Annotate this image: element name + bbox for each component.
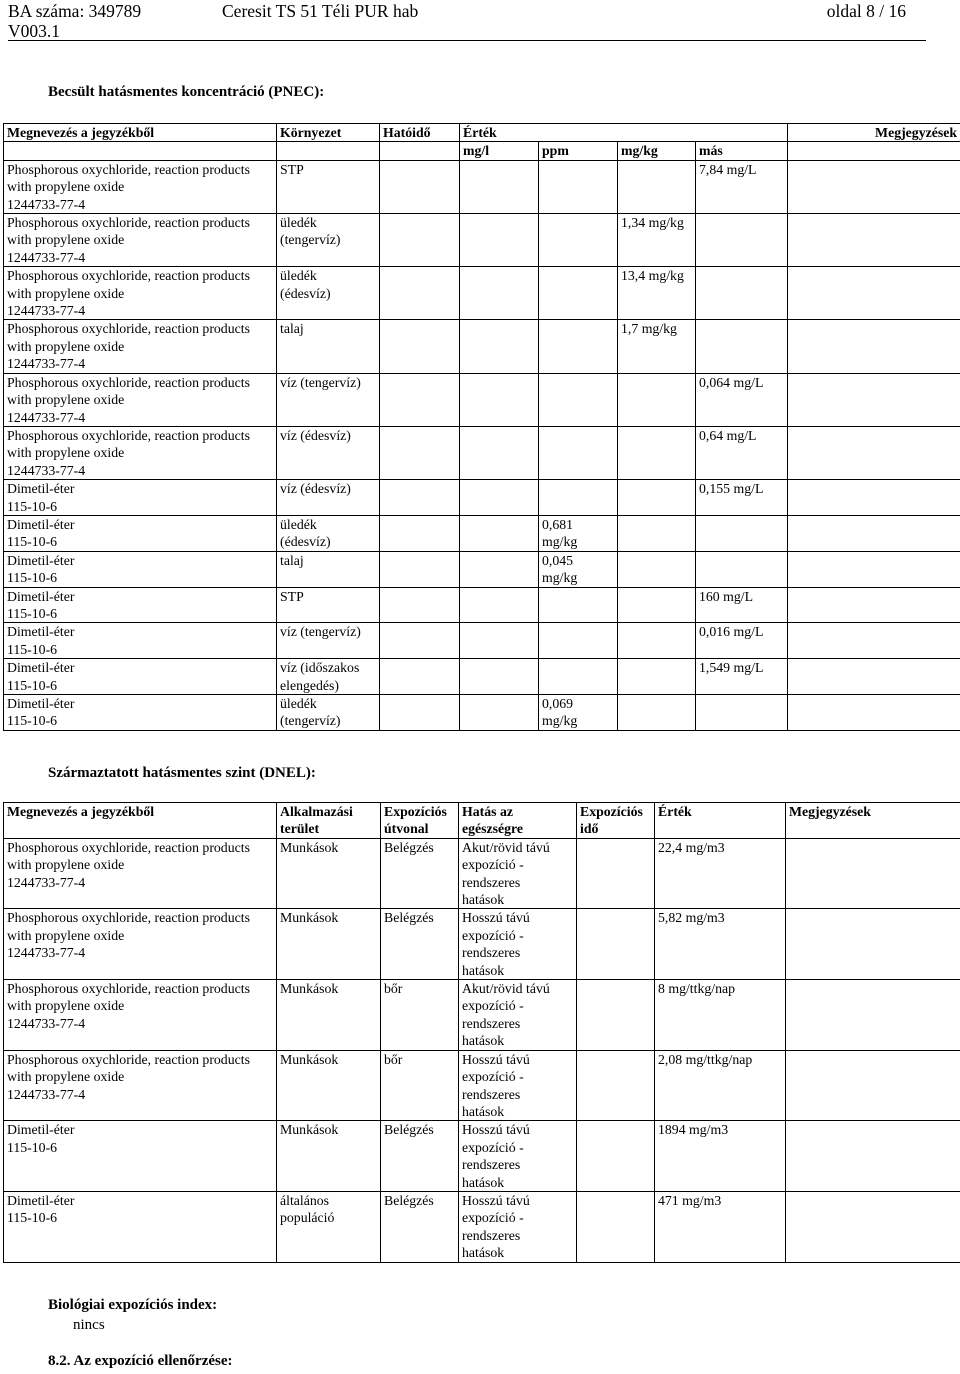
pnec-mas-cell xyxy=(696,267,788,320)
pnec-mgl-cell xyxy=(460,695,539,731)
pnec-mgkg-cell xyxy=(618,515,696,551)
dnel-col-name: Megnevezés a jegyzékből xyxy=(4,803,277,839)
dnel-value-cell: 471 mg/m3 xyxy=(655,1191,786,1262)
dnel-col-notes: Megjegyzések xyxy=(786,803,960,839)
pnec-mas-cell: 0,64 mg/L xyxy=(696,426,788,479)
pnec-mgkg-cell xyxy=(618,659,696,695)
dnel-exptime-cell xyxy=(577,838,655,909)
dnel-exptime-cell xyxy=(577,909,655,980)
pnec-mgkg-cell xyxy=(618,587,696,623)
pnec-mas-cell: 0,016 mg/L xyxy=(696,623,788,659)
pnec-env-cell: üledék (édesvíz) xyxy=(277,515,380,551)
pnec-name-cell: Phosphorous oxychloride, reaction products with propylene oxide 1244733-77-4 xyxy=(4,373,277,426)
pnec-name-cell: Dimetil-éter 115-10-6 xyxy=(4,659,277,695)
pnec-mgkg-cell: 13,4 mg/kg xyxy=(618,267,696,320)
section-8-2-title: 8.2. Az expozíció ellenőrzése: xyxy=(48,1353,233,1369)
pnec-mas-cell xyxy=(696,515,788,551)
pnec-col-mgl: mg/l xyxy=(460,142,539,160)
pnec-mgkg-cell xyxy=(618,623,696,659)
dnel-exptime-cell xyxy=(577,1121,655,1192)
table-row xyxy=(4,160,960,213)
pnec-name-cell: Dimetil-éter 115-10-6 xyxy=(4,695,277,731)
dnel-value-cell: 22,4 mg/m3 xyxy=(655,838,786,909)
dnel-area-cell: Munkások xyxy=(277,980,381,1051)
dnel-name-cell: Phosphorous oxychloride, reaction products with propylene oxide 1244733-77-4 xyxy=(4,1050,277,1121)
dnel-value-cell: 5,82 mg/m3 xyxy=(655,909,786,980)
pnec-name-cell: Dimetil-éter 115-10-6 xyxy=(4,551,277,587)
pnec-notes-cell xyxy=(788,551,960,587)
pnec-notes-cell xyxy=(788,426,960,479)
pnec-ppm-cell xyxy=(539,267,618,320)
pnec-env-cell: víz (tengervíz) xyxy=(277,373,380,426)
pnec-ppm-cell xyxy=(539,587,618,623)
pnec-name-cell: Phosphorous oxychloride, reaction products with propylene oxide 1244733-77-4 xyxy=(4,214,277,267)
dnel-area-cell: Munkások xyxy=(277,1050,381,1121)
pnec-ppm-cell xyxy=(539,214,618,267)
pnec-name-cell: Dimetil-éter 115-10-6 xyxy=(4,623,277,659)
table-row xyxy=(4,980,960,1051)
pnec-mgkg-cell xyxy=(618,160,696,213)
dnel-col-route: Expozíciós útvonal xyxy=(381,803,459,839)
bio-index-title: Biológiai expozíciós index: xyxy=(48,1297,218,1313)
dnel-effect-cell: Hosszú távú expozíció - rendszeres hatások xyxy=(459,909,577,980)
dnel-area-cell: Munkások xyxy=(277,838,381,909)
pnec-mgkg-cell xyxy=(618,426,696,479)
table-row xyxy=(4,695,960,731)
table-row xyxy=(4,320,960,373)
pnec-env-cell: víz (édesvíz) xyxy=(277,480,380,516)
pnec-mas-cell xyxy=(696,695,788,731)
dnel-effect-cell: Akut/rövid távú expozíció - rendszeres hatások xyxy=(459,838,577,909)
pnec-time-cell xyxy=(380,695,460,731)
pnec-notes-cell xyxy=(788,587,960,623)
pnec-notes-cell xyxy=(788,623,960,659)
pnec-mgl-cell xyxy=(460,214,539,267)
pnec-name-cell: Phosphorous oxychloride, reaction products with propylene oxide 1244733-77-4 xyxy=(4,160,277,213)
pnec-name-cell: Phosphorous oxychloride, reaction products with propylene oxide 1244733-77-4 xyxy=(4,267,277,320)
table-row xyxy=(4,587,960,623)
dnel-route-cell: Belégzés xyxy=(381,1121,459,1192)
pnec-mas-cell xyxy=(696,320,788,373)
dnel-col-value: Érték xyxy=(655,803,786,839)
dnel-area-cell: általános populáció xyxy=(277,1191,381,1262)
pnec-ppm-cell: 0,045 mg/kg xyxy=(539,551,618,587)
pnec-env-cell: üledék (édesvíz) xyxy=(277,267,380,320)
pnec-mgl-cell xyxy=(460,515,539,551)
pnec-mgl-cell xyxy=(460,659,539,695)
dnel-effect-cell: Akut/rövid távú expozíció - rendszeres hatások xyxy=(459,980,577,1051)
dnel-name-cell: Dimetil-éter 115-10-6 xyxy=(4,1121,277,1192)
dnel-exptime-cell xyxy=(577,1191,655,1262)
pnec-notes-cell xyxy=(788,160,960,213)
table-row xyxy=(4,909,960,980)
pnec-time-cell xyxy=(380,214,460,267)
dnel-col-area: Alkalmazási terület xyxy=(277,803,381,839)
pnec-ppm-cell xyxy=(539,659,618,695)
pnec-env-cell: üledék (tengervíz) xyxy=(277,695,380,731)
pnec-mgkg-cell xyxy=(618,551,696,587)
pnec-mgkg-cell xyxy=(618,480,696,516)
pnec-mgkg-cell xyxy=(618,373,696,426)
pnec-notes-cell xyxy=(788,480,960,516)
pnec-col-time: Hatóidő xyxy=(380,124,460,142)
pnec-mgkg-cell: 1,34 mg/kg xyxy=(618,214,696,267)
pnec-title: Becsült hatásmentes koncentráció (PNEC): xyxy=(48,84,325,100)
page-header xyxy=(8,0,926,41)
pnec-env-cell: talaj xyxy=(277,551,380,587)
dnel-effect-cell: Hosszú távú expozíció - rendszeres hatások xyxy=(459,1121,577,1192)
pnec-ppm-cell: 0,681 mg/kg xyxy=(539,515,618,551)
pnec-table xyxy=(3,123,960,731)
pnec-env-cell: víz (édesvíz) xyxy=(277,426,380,479)
pnec-name-cell: Phosphorous oxychloride, reaction products with propylene oxide 1244733-77-4 xyxy=(4,320,277,373)
pnec-col-notes: Megjegyzések xyxy=(788,124,960,142)
pnec-time-cell xyxy=(380,267,460,320)
pnec-ppm-cell xyxy=(539,160,618,213)
pnec-col-ppm: ppm xyxy=(539,142,618,160)
table-row xyxy=(4,214,960,267)
pnec-mas-cell: 160 mg/L xyxy=(696,587,788,623)
pnec-mas-cell xyxy=(696,214,788,267)
dnel-name-cell: Phosphorous oxychloride, reaction products with propylene oxide 1244733-77-4 xyxy=(4,838,277,909)
table-row xyxy=(4,1121,960,1192)
pnec-name-cell: Phosphorous oxychloride, reaction products with propylene oxide 1244733-77-4 xyxy=(4,426,277,479)
dnel-notes-cell xyxy=(786,1050,960,1121)
pnec-notes-cell xyxy=(788,320,960,373)
pnec-col-value: Érték xyxy=(460,124,788,142)
pnec-time-cell xyxy=(380,587,460,623)
pnec-time-cell xyxy=(380,659,460,695)
dnel-value-cell: 1894 mg/m3 xyxy=(655,1121,786,1192)
pnec-mgl-cell xyxy=(460,160,539,213)
pnec-mgl-cell xyxy=(460,551,539,587)
pnec-col-mgkg: mg/kg xyxy=(618,142,696,160)
pnec-notes-cell xyxy=(788,659,960,695)
pnec-time-cell xyxy=(380,373,460,426)
pnec-name-cell: Dimetil-éter 115-10-6 xyxy=(4,515,277,551)
pnec-col-env: Környezet xyxy=(277,124,380,142)
dnel-value-cell: 2,08 mg/ttkg/nap xyxy=(655,1050,786,1121)
pnec-env-cell: üledék (tengervíz) xyxy=(277,214,380,267)
pnec-time-cell xyxy=(380,515,460,551)
dnel-notes-cell xyxy=(786,838,960,909)
table-row xyxy=(4,373,960,426)
page-number: oldal 8 / 16 xyxy=(826,1,906,21)
pnec-mgl-cell xyxy=(460,373,539,426)
version: V003.1 xyxy=(8,21,61,41)
pnec-mas-cell: 7,84 mg/L xyxy=(696,160,788,213)
dnel-route-cell: bőr xyxy=(381,980,459,1051)
dnel-route-cell: Belégzés xyxy=(381,838,459,909)
pnec-env-cell: víz (időszakos elengedés) xyxy=(277,659,380,695)
header-rule xyxy=(8,40,926,41)
pnec-name-cell: Dimetil-éter 115-10-6 xyxy=(4,480,277,516)
pnec-notes-cell xyxy=(788,373,960,426)
pnec-mas-cell: 1,549 mg/L xyxy=(696,659,788,695)
pnec-time-cell xyxy=(380,480,460,516)
pnec-mgl-cell xyxy=(460,267,539,320)
pnec-mas-cell: 0,155 mg/L xyxy=(696,480,788,516)
pnec-ppm-cell xyxy=(539,373,618,426)
table-row xyxy=(4,838,960,909)
table-row xyxy=(4,515,960,551)
pnec-time-cell xyxy=(380,320,460,373)
pnec-col-name: Megnevezés a jegyzékből xyxy=(4,124,277,142)
dnel-area-cell: Munkások xyxy=(277,909,381,980)
dnel-area-cell: Munkások xyxy=(277,1121,381,1192)
dnel-value-cell: 8 mg/ttkg/nap xyxy=(655,980,786,1051)
table-row xyxy=(4,267,960,320)
pnec-notes-cell xyxy=(788,267,960,320)
dnel-route-cell: Belégzés xyxy=(381,909,459,980)
pnec-ppm-cell: 0,069 mg/kg xyxy=(539,695,618,731)
dnel-notes-cell xyxy=(786,909,960,980)
pnec-env-cell: talaj xyxy=(277,320,380,373)
pnec-mas-cell xyxy=(696,551,788,587)
pnec-mas-cell: 0,064 mg/L xyxy=(696,373,788,426)
table-row xyxy=(4,1191,960,1262)
pnec-mgl-cell xyxy=(460,320,539,373)
pnec-ppm-cell xyxy=(539,320,618,373)
table-row xyxy=(4,480,960,516)
pnec-mgkg-cell xyxy=(618,695,696,731)
pnec-time-cell xyxy=(380,426,460,479)
dnel-exptime-cell xyxy=(577,1050,655,1121)
dnel-notes-cell xyxy=(786,1191,960,1262)
ba-number: BA száma: 349789 xyxy=(8,1,142,21)
dnel-name-cell: Phosphorous oxychloride, reaction products with propylene oxide 1244733-77-4 xyxy=(4,909,277,980)
pnec-notes-cell xyxy=(788,695,960,731)
dnel-col-effect: Hatás az egészségre xyxy=(459,803,577,839)
dnel-exptime-cell xyxy=(577,980,655,1051)
pnec-mgl-cell xyxy=(460,480,539,516)
table-row xyxy=(4,426,960,479)
dnel-name-cell: Dimetil-éter 115-10-6 xyxy=(4,1191,277,1262)
dnel-name-cell: Phosphorous oxychloride, reaction products with propylene oxide 1244733-77-4 xyxy=(4,980,277,1051)
pnec-mgl-cell xyxy=(460,623,539,659)
pnec-mgkg-cell: 1,7 mg/kg xyxy=(618,320,696,373)
pnec-mgl-cell xyxy=(460,587,539,623)
dnel-route-cell: bőr xyxy=(381,1050,459,1121)
bio-index-value: nincs xyxy=(73,1317,105,1333)
table-row xyxy=(4,551,960,587)
dnel-notes-cell xyxy=(786,1121,960,1192)
pnec-notes-cell xyxy=(788,214,960,267)
pnec-ppm-cell xyxy=(539,623,618,659)
pnec-time-cell xyxy=(380,160,460,213)
table-row xyxy=(4,1050,960,1121)
pnec-col-mas: más xyxy=(696,142,788,160)
dnel-effect-cell: Hosszú távú expozíció - rendszeres hatások xyxy=(459,1191,577,1262)
dnel-table xyxy=(3,802,960,1263)
dnel-col-exptime: Expozíciós idő xyxy=(577,803,655,839)
pnec-env-cell: STP xyxy=(277,160,380,213)
pnec-env-cell: víz (tengervíz) xyxy=(277,623,380,659)
table-row xyxy=(4,623,960,659)
dnel-notes-cell xyxy=(786,980,960,1051)
pnec-ppm-cell xyxy=(539,426,618,479)
pnec-env-cell: STP xyxy=(277,587,380,623)
bio-index xyxy=(48,1297,217,1334)
pnec-ppm-cell xyxy=(539,480,618,516)
pnec-time-cell xyxy=(380,551,460,587)
dnel-title: Származtatott hatásmentes szint (DNEL): xyxy=(48,765,316,781)
pnec-notes-cell xyxy=(788,515,960,551)
dnel-effect-cell: Hosszú távú expozíció - rendszeres hatások xyxy=(459,1050,577,1121)
product-name: Ceresit TS 51 Téli PUR hab xyxy=(222,1,419,21)
pnec-time-cell xyxy=(380,623,460,659)
table-row xyxy=(4,659,960,695)
pnec-mgl-cell xyxy=(460,426,539,479)
dnel-route-cell: Belégzés xyxy=(381,1191,459,1262)
pnec-name-cell: Dimetil-éter 115-10-6 xyxy=(4,587,277,623)
